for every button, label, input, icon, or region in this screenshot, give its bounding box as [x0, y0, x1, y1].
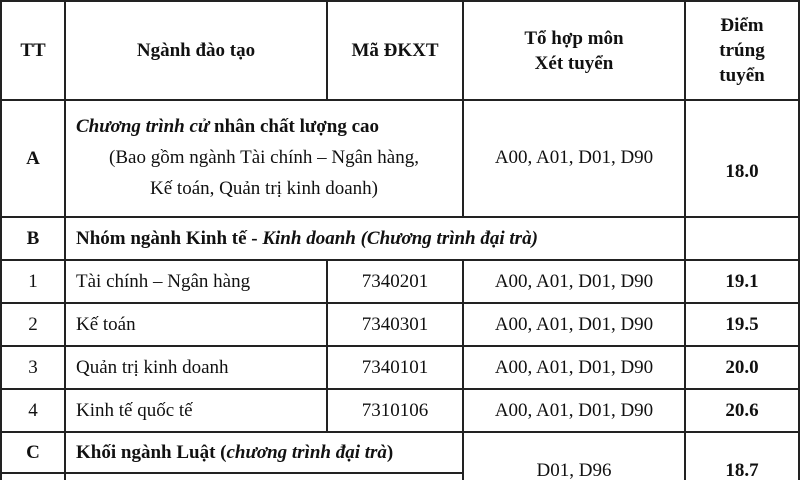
- header-score-line2: trúng: [719, 40, 765, 61]
- section-a-title-italic: Chương trình cử: [76, 116, 210, 137]
- header-score: [686, 2, 798, 99]
- row-score: 20.6: [725, 399, 759, 421]
- section-a-subtitle-line2: Kế toán, Quản trị kinh doanh): [150, 178, 378, 199]
- section-c-title-part1: Khối ngành Luật (: [76, 441, 227, 463]
- row-score: 19.5: [725, 313, 759, 335]
- section-c-title-part3: ): [386, 441, 394, 463]
- section-c-score: 18.7: [725, 460, 759, 481]
- row-tt: 3: [28, 356, 38, 378]
- row-combo: A00, A01, D01, D90: [494, 399, 654, 421]
- header-combo-line2: Xét tuyển: [534, 52, 614, 74]
- row-score: 19.1: [725, 270, 759, 292]
- section-a-combo: A00, A01, D01, D90: [494, 147, 654, 168]
- header-major: Ngành đào tạo: [136, 40, 256, 61]
- row-major: Kinh tế quốc tế: [76, 399, 193, 421]
- row-combo: A00, A01, D01, D90: [494, 270, 654, 292]
- section-c-title: [66, 433, 462, 472]
- section-c-tt: C: [26, 441, 40, 463]
- row-code: 7340201: [361, 270, 429, 292]
- section-a-subtitle-line1: (Bao gồm ngành Tài chính – Ngân hàng,: [109, 147, 419, 168]
- section-a-description: [66, 101, 462, 216]
- row-major: Quản trị kinh doanh: [76, 356, 229, 378]
- section-b-title-italic: Kinh doanh (Chương trình đại trà): [262, 227, 538, 249]
- header-score-line1: Điểm: [720, 15, 764, 36]
- header-combo-line1: Tổ hợp môn: [524, 27, 624, 49]
- section-b-title: [66, 218, 684, 259]
- row-major: Tài chính – Ngân hàng: [76, 270, 251, 292]
- section-c-title-italic: chương trình đại trà: [226, 441, 387, 463]
- row-code: 7310106: [361, 399, 429, 421]
- row-score: 20.0: [725, 356, 759, 378]
- header-score-line3: tuyển: [719, 65, 765, 86]
- section-a-title-bold: nhân chất lượng cao: [209, 116, 380, 137]
- section-b-tt: B: [26, 227, 40, 249]
- section-a-score: 18.0: [725, 160, 759, 182]
- row-tt: 2: [28, 313, 38, 335]
- header-combo: [464, 2, 684, 99]
- row-code: 7340101: [361, 356, 429, 378]
- row-code: 7340301: [361, 313, 429, 335]
- header-tt: TT: [20, 40, 46, 61]
- section-c-combo: D01, D96: [536, 460, 612, 481]
- section-b-title-bold: Nhóm ngành Kinh tế -: [76, 227, 263, 249]
- row-combo: A00, A01, D01, D90: [494, 313, 654, 335]
- row-tt: 1: [28, 270, 38, 292]
- header-code: Mã ĐKXT: [351, 40, 439, 61]
- row-combo: A00, A01, D01, D90: [494, 356, 654, 378]
- section-a-tt: A: [26, 147, 40, 169]
- row-tt: 4: [28, 399, 38, 421]
- section-a-title: [66, 111, 462, 142]
- row-major: Kế toán: [76, 313, 136, 335]
